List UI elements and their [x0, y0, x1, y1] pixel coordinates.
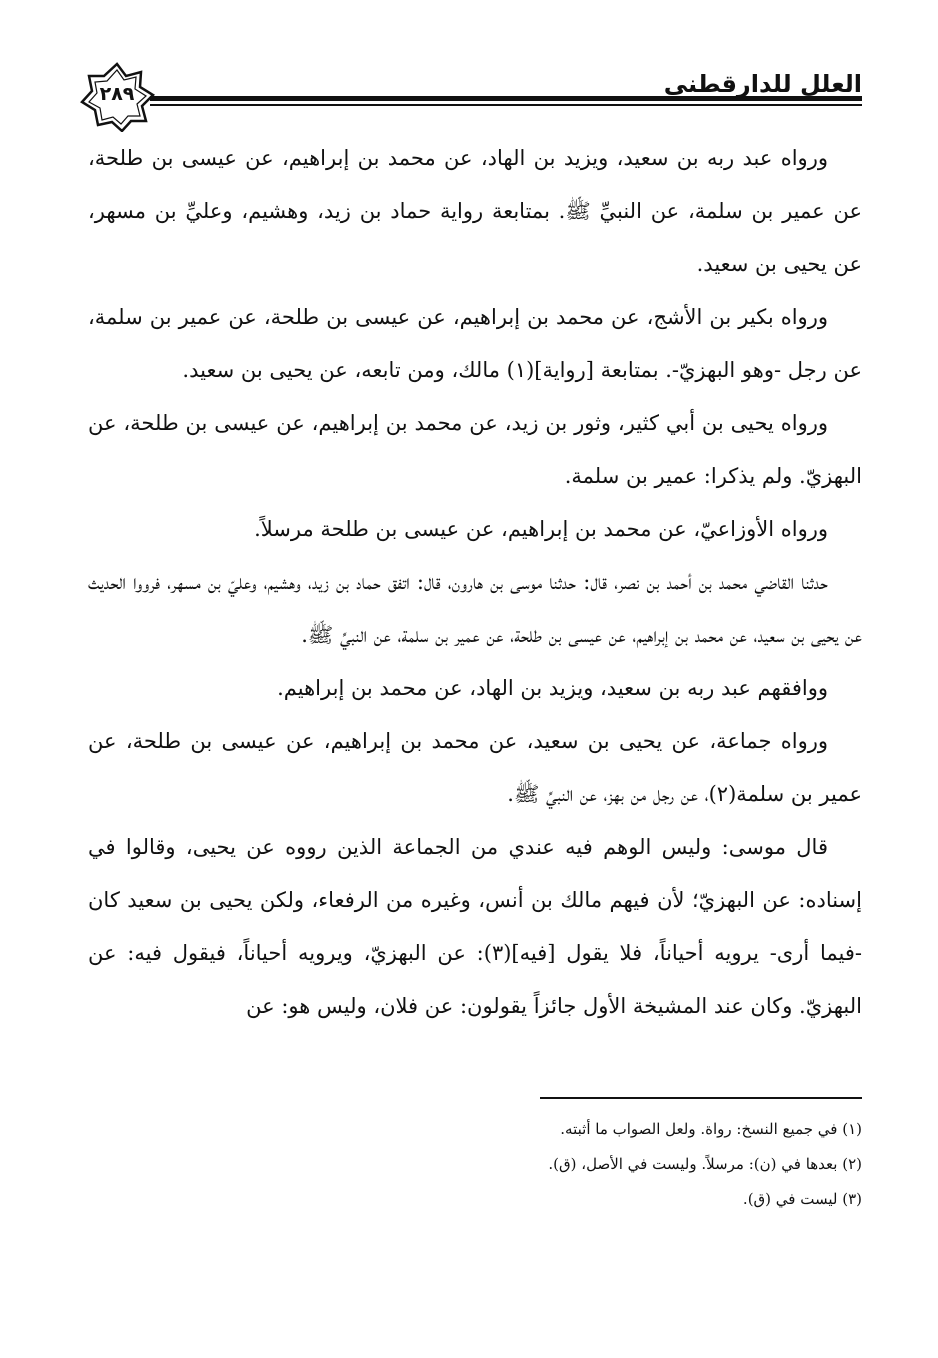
footnote-separator: [540, 1097, 862, 1099]
page-number: ٢٨٩: [99, 83, 135, 105]
page-number-badge: [78, 62, 156, 132]
footnote: (٣) ليست في (ق).: [742, 1190, 862, 1208]
footnote: (١) في جميع النسخ: رواة. ولعل الصواب ما أثبته.: [560, 1120, 862, 1138]
header-rule-thin: [150, 104, 862, 106]
paragraph: حدثنا القاضي محمد بن أحمد بن نصر، قال: حدثنا موسى بن هارون، قال: اتفق حماد بن زيد، وهشيم، وعليّ بن مسهر، فرووا الحديث عن يحيى بن سعيد، عن محمد بن إبراهيم، عن عيسى بن طلحة، عن عمير بن سلمة، عن النبيِّ ﷺ.: [88, 570, 862, 647]
paragraph: ورواه يحيى بن أبي كثير، وثور بن زيد، عن محمد بن إبراهيم، عن عيسى بن طلحة، عن البهزيّ. ولم يذكرا: عمير بن سلمة.: [88, 411, 862, 488]
paragraph: قال موسى: وليس الوهم فيه عندي من الجماعة الذين رووه عن يحيى، وقالوا في إسناده: عن البهزيّ؛ لأن فيهم مالك بن أنس، وغيره من الرفعاء، ولكن يحيى بن سعيد كان -فيما أرى- يرويه أحياناً، فلا يقول [فيه](٣): عن البهزيّ، ويرويه أحياناً، فيقول فيه: عن البهزيّ. وكان عند المشيخة الأول جائزاً يقولون: عن فلان، وليس هو: عن: [88, 835, 862, 1018]
paragraph: ورواه الأوزاعيّ، عن محمد بن إبراهيم، عن عيسى بن طلحة مرسلاً.: [254, 517, 828, 541]
paragraph: ورواه بكير بن الأشج، عن محمد بن إبراهيم، عن عيسى بن طلحة، عن عمير بن سلمة، عن رجل -وهو البهزيّ-. بمتابعة [رواية](١) مالك، ومن تابعه، عن يحيى بن سعيد.: [88, 305, 862, 382]
page-header: [0, 0, 938, 135]
paragraph: ورواه عبد ربه بن سعيد، ويزيد بن الهاد، عن محمد بن إبراهيم، عن عيسى بن طلحة، عن عمير بن سلمة، عن النبيِّ ﷺ. بمتابعة رواية حماد بن زيد، وهشيم، وعليِّ بن مسهر، عن يحيى بن سعيد.: [88, 146, 862, 276]
main-text: [88, 132, 862, 1033]
footnote: (٢) بعدها في (ن): مرسلاً. وليست في الأصل، (ق).: [548, 1155, 862, 1173]
footnotes: [88, 1112, 862, 1217]
paragraph: ووافقهم عبد ربه بن سعيد، ويزيد بن الهاد، عن محمد بن إبراهيم.: [277, 676, 828, 700]
running-title: العلل للدارقطني: [663, 70, 862, 98]
paragraph: ورواه جماعة، عن يحيى بن سعيد، عن محمد بن إبراهيم، عن عيسى بن طلحة، عن عمير بن سلمة(٢)، عن رجل من بهز، عن النبيِّ ﷺ.: [88, 729, 862, 806]
